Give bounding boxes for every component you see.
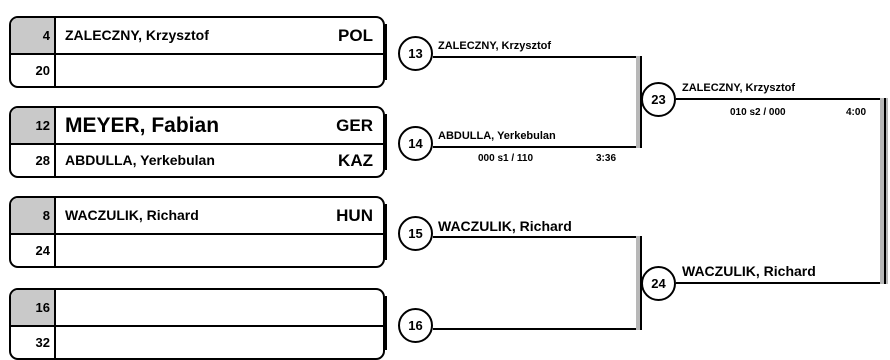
seed-number: 16 [11, 290, 54, 325]
entry-row [11, 18, 383, 55]
divider [54, 18, 56, 53]
seed-number: 20 [35, 63, 50, 78]
entry-box-1 [9, 16, 385, 88]
seed-number: 8 [11, 198, 54, 233]
seed-number: 28 [35, 153, 50, 168]
entry-row [11, 143, 383, 178]
winner-line [676, 98, 881, 100]
competitor-name: WACZULIK, Richard [65, 207, 199, 223]
divider [54, 325, 56, 360]
entry-box-3 [9, 196, 385, 268]
winner-name: ZALECZNY, Krzysztof [438, 40, 552, 52]
bracket-line [884, 98, 886, 284]
match-number-circle: 13 [398, 36, 433, 71]
entry-row [11, 233, 383, 268]
entry-row [11, 53, 383, 88]
bracket-line [385, 296, 387, 350]
divider [54, 53, 56, 88]
entry-box-2 [9, 106, 385, 178]
match-score: 000 s1 / 110 [478, 153, 534, 164]
divider [54, 198, 56, 233]
seed-number: 12 [11, 108, 54, 143]
winner-name: WACZULIK, Richard [682, 263, 816, 279]
bracket-line [385, 204, 387, 260]
seed-number: 32 [35, 335, 50, 350]
competitor-name: ABDULLA, Yerkebulan [65, 152, 215, 168]
seed-number: 24 [35, 243, 50, 258]
entry-row [11, 325, 383, 360]
seed-number: 4 [11, 18, 54, 53]
winner-name: ZALECZNY, Krzysztof [682, 82, 796, 94]
match-number-circle: 24 [641, 266, 676, 301]
winner-name: WACZULIK, Richard [438, 218, 572, 234]
nation-code: POL [338, 26, 373, 45]
competitor-name: MEYER, Fabian [65, 114, 220, 137]
match-time: 3:36 [596, 153, 617, 164]
winner-line [433, 146, 638, 148]
match-time: 4:00 [846, 107, 867, 118]
match-score: 010 s2 / 000 [730, 107, 786, 118]
match-number-circle: 23 [641, 82, 676, 117]
entry-box-4 [9, 288, 385, 360]
winner-line [433, 56, 638, 58]
winner-name: ABDULLA, Yerkebulan [438, 130, 556, 142]
nation-code: HUN [336, 206, 373, 225]
competitor-name: ZALECZNY, Krzysztof [65, 27, 209, 43]
winner-line [433, 236, 638, 238]
nation-code: GER [336, 116, 373, 135]
entry-row [11, 198, 383, 235]
divider [54, 108, 56, 143]
nation-code: KAZ [338, 151, 373, 170]
match-number-circle: 14 [398, 126, 433, 161]
match-number-circle: 16 [398, 308, 433, 343]
entry-row [11, 290, 383, 327]
divider [54, 233, 56, 268]
entry-row [11, 108, 383, 145]
bracket-line [385, 114, 387, 170]
divider [54, 143, 56, 178]
winner-line [676, 282, 881, 284]
match-number-circle: 15 [398, 216, 433, 251]
winner-line [433, 328, 638, 330]
divider [54, 290, 56, 325]
bracket-line [385, 24, 387, 80]
